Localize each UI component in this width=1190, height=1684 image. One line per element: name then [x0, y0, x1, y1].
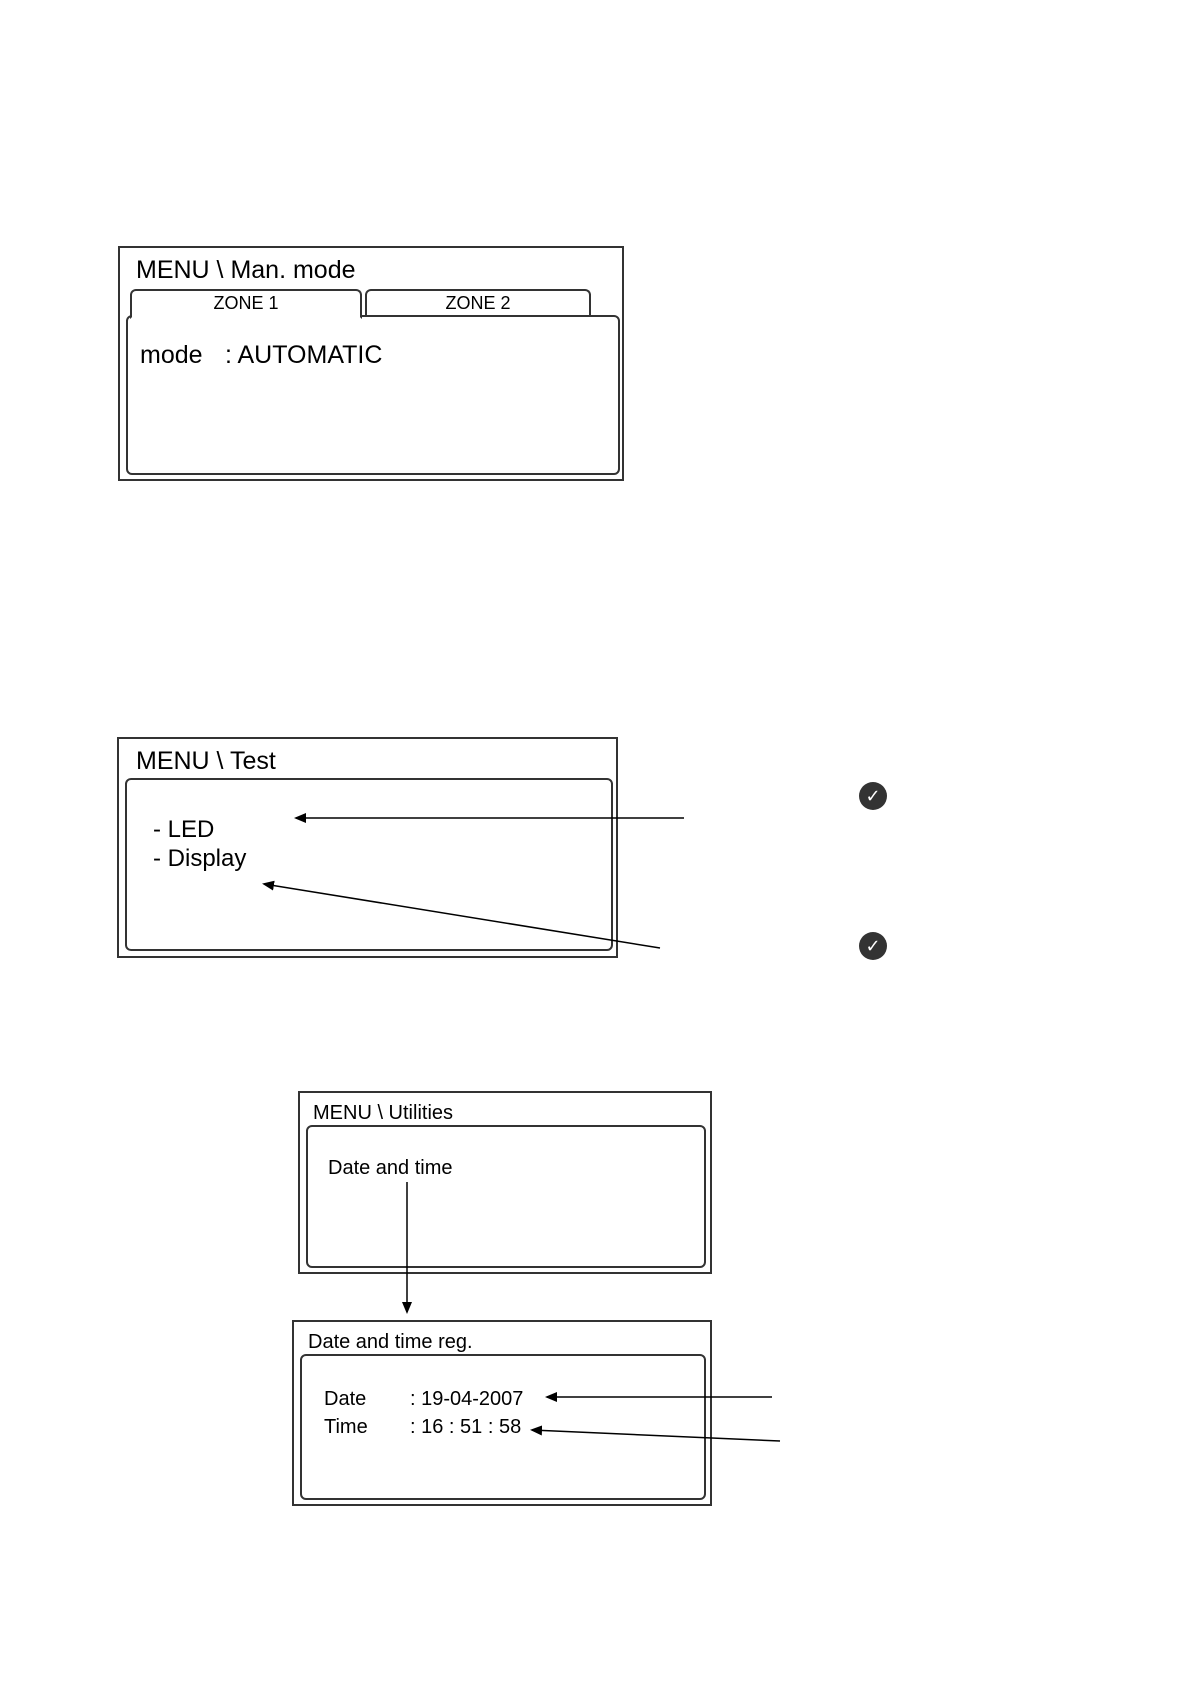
date-value[interactable]: : 19-04-2007: [410, 1388, 524, 1410]
menu-item-led[interactable]: - LED: [153, 816, 215, 843]
mode-label: mode: [140, 341, 203, 369]
time-label: Time: [324, 1416, 368, 1438]
date-time-reg-title: Date and time reg.: [308, 1331, 473, 1353]
arrow-icon: [264, 884, 660, 948]
check-circle-icon: ✓: [859, 782, 887, 810]
mode-value[interactable]: : AUTOMATIC: [225, 341, 383, 369]
menu-item-date-and-time[interactable]: Date and time: [328, 1157, 453, 1179]
man-mode-title: MENU \ Man. mode: [136, 256, 356, 284]
tab-zone-2[interactable]: ZONE 2: [365, 289, 591, 315]
arrow-icon: [532, 1430, 780, 1441]
menu-item-display[interactable]: - Display: [153, 845, 247, 872]
tab-zone-1[interactable]: ZONE 1: [130, 289, 362, 319]
time-value[interactable]: : 16 : 51 : 58: [410, 1416, 522, 1438]
check-circle-icon: ✓: [859, 932, 887, 960]
test-title: MENU \ Test: [136, 747, 276, 775]
utilities-title: MENU \ Utilities: [313, 1102, 454, 1124]
date-label: Date: [324, 1388, 367, 1410]
